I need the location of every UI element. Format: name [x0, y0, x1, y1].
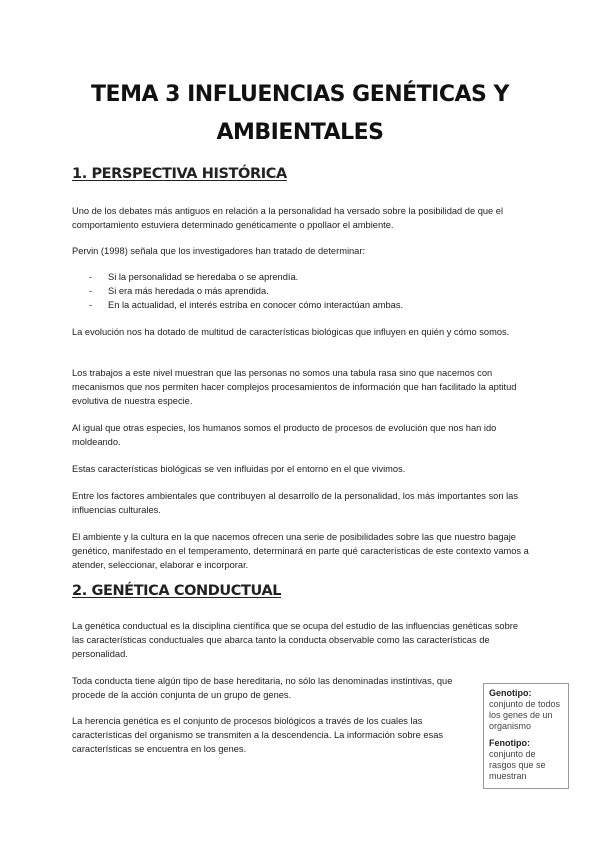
paragraph: El ambiente y la cultura en la que nacemos ofrecen una serie de posibilidades sobre las que nuestro bagaje genético, manifestado en el temperamento, determinará en parte qué características de este contexto vamos a atender, seleccionar, elaborar e incorporar.: [72, 532, 529, 570]
list-item-text: Si era más heredada o más aprendida.: [108, 286, 269, 296]
paragraph: Pervin (1998) señala que los investigadores han tratado de determinar:: [72, 246, 366, 256]
margin-note-box: [483, 683, 569, 789]
genotipo-term: Genotipo:: [489, 688, 532, 698]
section-heading-genetica-conductual: 2. GENÉTICA CONDUCTUAL: [72, 583, 282, 599]
bullet-list: [72, 270, 512, 312]
page-title: TEMA 3 INFLUENCIAS GENÉTICAS Y AMBIENTALES: [91, 82, 509, 145]
list-item: [72, 270, 512, 284]
paragraph: La genética conductual es la disciplina científica que se ocupa del estudio de las influencias genéticas sobre las características conductuales que abarca tanto la conducta observable como las características de personalidad.: [72, 621, 519, 659]
dash-marker: -: [89, 286, 93, 296]
fenotipo-definition: conjunto de rasgos que se muestran: [489, 749, 546, 781]
list-item-text: En la actualidad, el interés estriba en conocer cómo interactúan ambas.: [108, 300, 404, 310]
section-heading-perspectiva-historica: 1. PERSPECTIVA HISTÓRICA: [72, 166, 287, 182]
paragraph: Los trabajos a este nivel muestran que las personas no somos una tabula rasa sino que nacemos con mecanismos que nos permiten hacer complejos procesamientos de información que han facilitado la aptitud evolutiva de nuestra especie.: [72, 368, 517, 406]
paragraph: La herencia genética es el conjunto de procesos biológicos a través de los cuales las características del organismo se transmiten a la descendencia. La información sobre esas características se encuentra en los genes.: [72, 716, 444, 754]
paragraph: Estas características biológicas se ven influidas por el entorno en el que vivimos.: [72, 464, 406, 474]
dash-marker: -: [89, 272, 93, 282]
paragraph: Uno de los debates más antiguos en relación a la personalidad ha versado sobre la posibilidad de que el comportamiento estuviera determinado genéticamente o ppollaor el ambiente.: [72, 206, 504, 230]
paragraph: La evolución nos ha dotado de multitud de características biológicas que influyen en quién y cómo somos.: [72, 327, 510, 337]
list-item: [72, 298, 512, 312]
paragraph: Al igual que otras especies, los humanos somos el producto de procesos de evolución que nos han ido moldeando.: [72, 423, 497, 447]
dash-marker: -: [89, 300, 93, 310]
fenotipo-term: Fenotipo:: [489, 738, 530, 748]
paragraph: Toda conducta tiene algún tipo de base hereditaria, no sólo las denominadas instintivas, que procede de la acción conjunta de un grupo de genes.: [72, 676, 453, 700]
genotipo-definition: conjunto de todos los genes de un organismo: [489, 699, 561, 731]
paragraph: Entre los factores ambientales que contribuyen al desarrollo de la personalidad, los más importantes son las influencias culturales.: [72, 491, 518, 515]
list-item: [72, 284, 512, 298]
list-item-text: Si la personalidad se heredaba o se aprendía.: [108, 272, 299, 282]
